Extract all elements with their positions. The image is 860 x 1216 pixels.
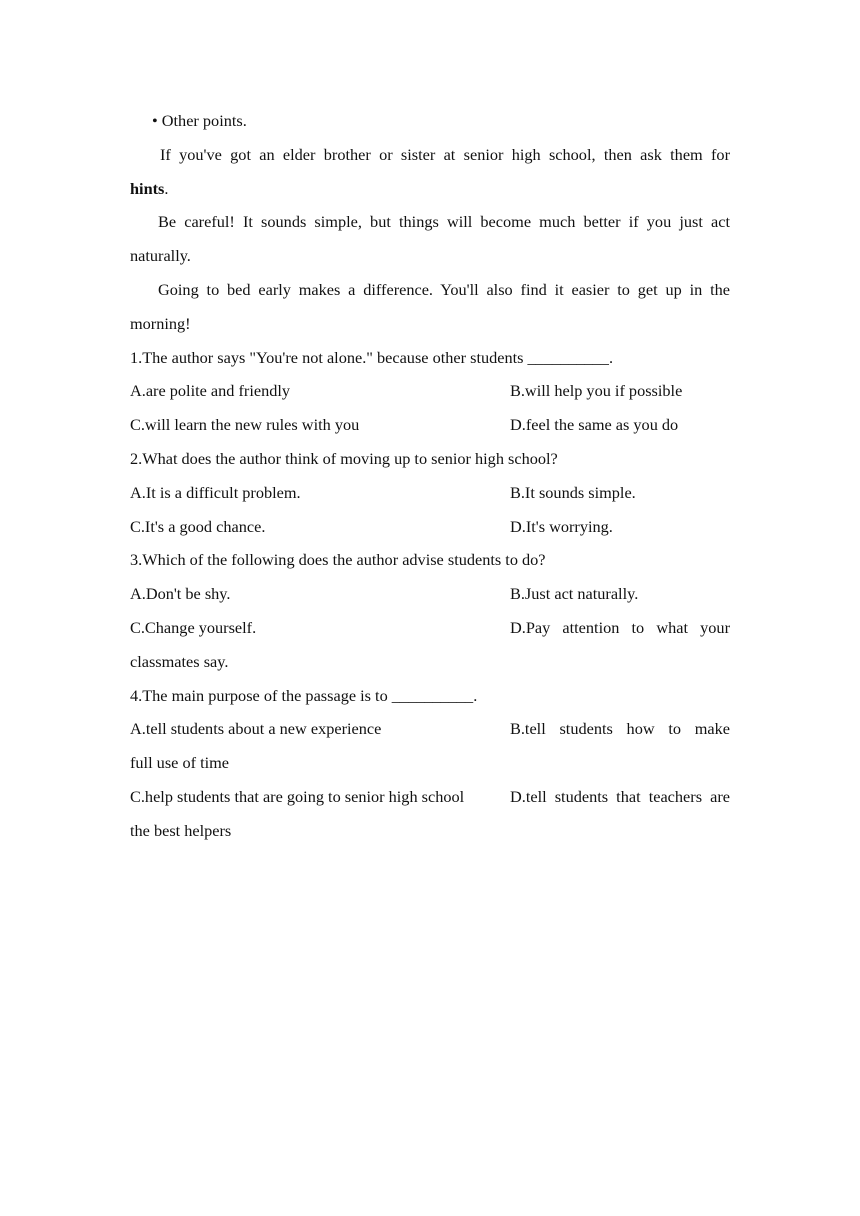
question-2-stem: 2.What does the author think of moving up to senior high school? (130, 448, 558, 468)
question-4-option-a: A.tell students about a new experience (130, 719, 382, 739)
question-4-option-b-continued: full use of time (130, 753, 230, 773)
question-4-stem: 4.The main purpose of the passage is to __________. (130, 685, 478, 705)
question-3-options-row-2 (130, 611, 730, 645)
question-4-options-row-1 (130, 712, 730, 746)
question-3-option-c: C.Change yourself. (130, 617, 257, 637)
question-1-stem: 1.The author says "You're not alone." because other students __________. (130, 347, 614, 367)
question-1-option-a: A.are polite and friendly (130, 381, 291, 401)
question-4-options-row-2 (130, 780, 730, 814)
paragraph-1-line-1 (130, 138, 730, 172)
question-3-option-d: D.Pay attention to what your (510, 617, 730, 637)
question-1-option-b: B.will help you if possible (510, 381, 683, 401)
question-2-options-row-1 (130, 476, 730, 510)
paragraph-1-line-2 (130, 172, 730, 206)
document-page (130, 104, 730, 848)
question-3-options-row-1 (130, 577, 730, 611)
question-2-option-c: C.It's a good chance. (130, 516, 266, 536)
question-2-options-row-2 (130, 510, 730, 544)
question-1-options-row-1 (130, 374, 730, 408)
question-4-option-b: B.tell students how to make (510, 719, 730, 739)
paragraph-2-line-1: Be careful! It sounds simple, but things will become much better if you just act (158, 212, 730, 232)
question-1-options-row-2 (130, 408, 730, 442)
paragraph-1-text: If you've got an elder brother or sister at senior high school, then ask them for (160, 144, 730, 164)
paragraph-3-line-2: morning! (130, 313, 191, 333)
question-4-option-c: C.help students that are going to senior high school (130, 786, 465, 806)
section-heading: • Other points. (152, 111, 247, 130)
question-3-option-b: B.Just act naturally. (510, 584, 639, 604)
paragraph-1-end: . (164, 178, 169, 198)
question-3-stem: 3.Which of the following does the author advise students to do? (130, 550, 546, 570)
bold-word-hints: hints (130, 178, 165, 198)
question-2-option-d: D.It's worrying. (510, 516, 613, 536)
question-1-option-d: D.feel the same as you do (510, 415, 679, 435)
question-4-option-d-continued: the best helpers (130, 820, 232, 840)
question-1-option-c: C.will learn the new rules with you (130, 415, 360, 435)
question-3-option-d-continued: classmates say. (130, 651, 229, 671)
question-3-option-a: A.Don't be shy. (130, 584, 231, 604)
question-2-option-a: A.It is a difficult problem. (130, 482, 301, 502)
question-2-option-b: B.It sounds simple. (510, 482, 636, 502)
question-4-option-d: D.tell students that teachers are (510, 786, 730, 806)
paragraph-3-line-1: Going to bed early makes a difference. You'll also find it easier to get up in the (158, 279, 730, 299)
paragraph-2-line-2: naturally. (130, 246, 191, 266)
